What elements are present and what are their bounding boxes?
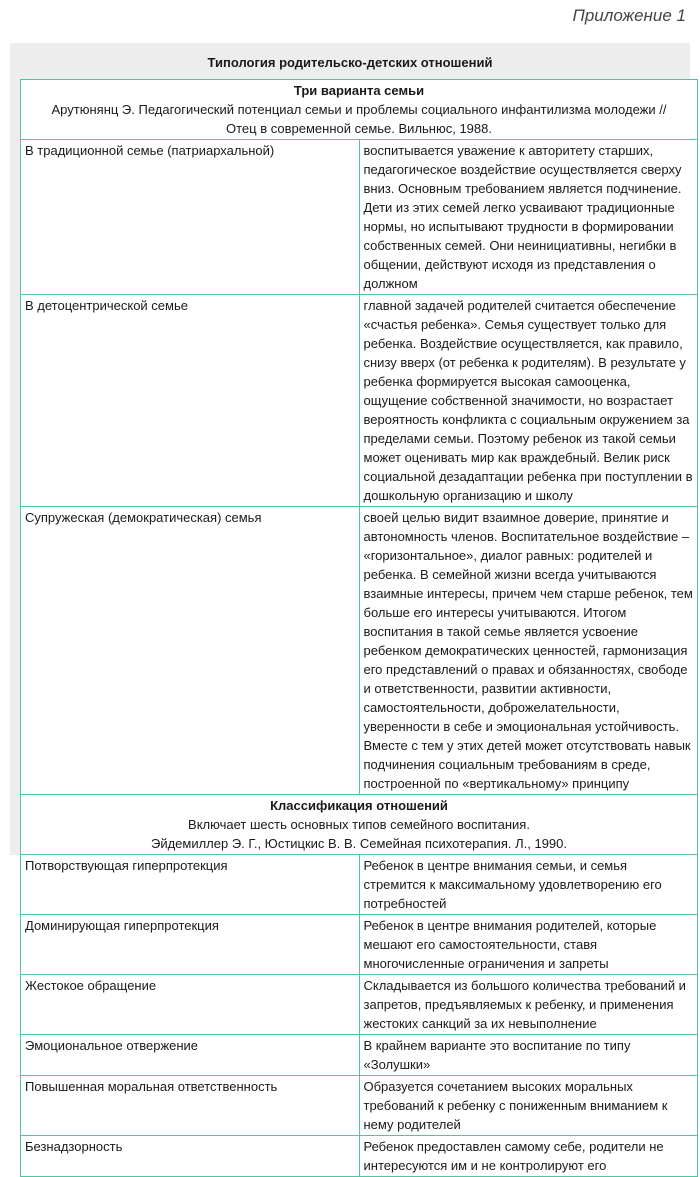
family-type-desc: своей целью видит взаимное доверие, принятие и автономность членов. Воспитательное воздействие – «горизонтальное», диалог равных: родителей и ребенка. В семейной жизни всегда учитываются взаимные интересы, причем чем старше ребенок, тем больше его интересы учитываются. Итогом воспитания в такой семье является усвоение ребенком демократических ценностей, гармонизация его представлений о правах и обязанностях, свободе и ответственности, развитии активности, самостоятельности, доброжелательности, уверенности в себе и эмоциональная устойчивость. Вместе с тем у этих детей может отсутствовать навык подчинения социальным требованиям в среде, построенной по «вертикальному» принципу	[359, 507, 698, 795]
section2-header	[21, 795, 698, 855]
family-type-name: В традиционной семье (патриархальной)	[21, 140, 360, 295]
upbringing-type-name: Безнадзорность	[21, 1136, 360, 1177]
upbringing-type-desc: Складывается из большого количества требований и запретов, предъявляемых к ребенку, и применения жестоких санкций за их невыполнение	[359, 975, 698, 1035]
family-type-name: Супружеская (демократическая) семья	[21, 507, 360, 795]
document-title: Типология родительско-детских отношений	[207, 55, 493, 70]
upbringing-type-name: Эмоциональное отвержение	[21, 1035, 360, 1076]
table-row	[21, 855, 698, 915]
section2-subheading: Включает шесть основных типов семейного воспитания.	[188, 817, 530, 832]
upbringing-type-name: Доминирующая гиперпротекция	[21, 915, 360, 975]
upbringing-type-name: Повышенная моральная ответственность	[21, 1076, 360, 1136]
section1-source-line2: Отец в современной семье. Вильнюс, 1988.	[226, 121, 492, 136]
section1-source-line1: Арутюнянц Э. Педагогический потенциал семьи и проблемы социального инфантилизма молодежи //	[51, 102, 667, 117]
document-sheet	[10, 43, 693, 1173]
upbringing-type-name: Жестокое обращение	[21, 975, 360, 1035]
section1-header	[21, 80, 698, 140]
family-type-desc: воспитывается уважение к авторитету старших, педагогическое воздействие осуществляется сверху вниз. Основным требованием является подчинение. Дети из этих семей легко усваивают традиционные нормы, но испытывают трудности в формировании собственных семей. Они неинициативны, негибки в общении, действуют исходя из представления о должном	[359, 140, 698, 295]
upbringing-type-desc: Ребенок предоставлен самому себе, родители не интересуются им и не контролируют его	[359, 1136, 698, 1177]
section1-heading: Три варианта семьи	[293, 83, 425, 98]
table-row	[21, 507, 698, 795]
table-row	[21, 295, 698, 507]
upbringing-type-desc: Образуется сочетанием высоких моральных требований к ребенку с пониженным вниманием к нему родителей	[359, 1076, 698, 1136]
typology-table	[20, 79, 698, 1177]
table-row	[21, 1035, 698, 1076]
table-row	[21, 1076, 698, 1136]
table-row	[21, 975, 698, 1035]
family-type-desc: главной задачей родителей считается обеспечение «счастья ребенка». Семья существует только для ребенка. Воздействие осуществляется, как правило, снизу вверх (от ребенка к родителям). В результате у ребенка формируется высокая самооценка, ощущение собственной значимости, но возрастает вероятность конфликта с социальным окружением за пределами семьи. Поэтому ребенок из такой семьи может оценивать мир как враждебный. Велик риск социальной дезадаптации ребенка при поступлении в дошкольную организацию и школу	[359, 295, 698, 507]
table-row	[21, 1136, 698, 1177]
upbringing-type-name: Потворствующая гиперпротекция	[21, 855, 360, 915]
table-row	[21, 140, 698, 295]
appendix-label: Приложение 1	[572, 6, 686, 25]
section2-source: Эйдемиллер Э. Г., Юстицкис В. В. Семейная психотерапия. Л., 1990.	[150, 836, 568, 851]
family-type-name: В детоцентрической семье	[21, 295, 360, 507]
upbringing-type-desc: Ребенок в центре внимания семьи, и семья стремится к максимальному удовлетворению его потребностей	[359, 855, 698, 915]
section2-header-row	[21, 795, 698, 855]
table-row	[21, 915, 698, 975]
upbringing-type-desc: Ребенок в центре внимания родителей, которые мешают его самостоятельности, ставя многочисленные ограничения и запреты	[359, 915, 698, 975]
section1-header-row	[21, 80, 698, 140]
upbringing-type-desc: В крайнем варианте это воспитание по типу «Золушки»	[359, 1035, 698, 1076]
section2-heading: Классификация отношений	[270, 798, 448, 813]
